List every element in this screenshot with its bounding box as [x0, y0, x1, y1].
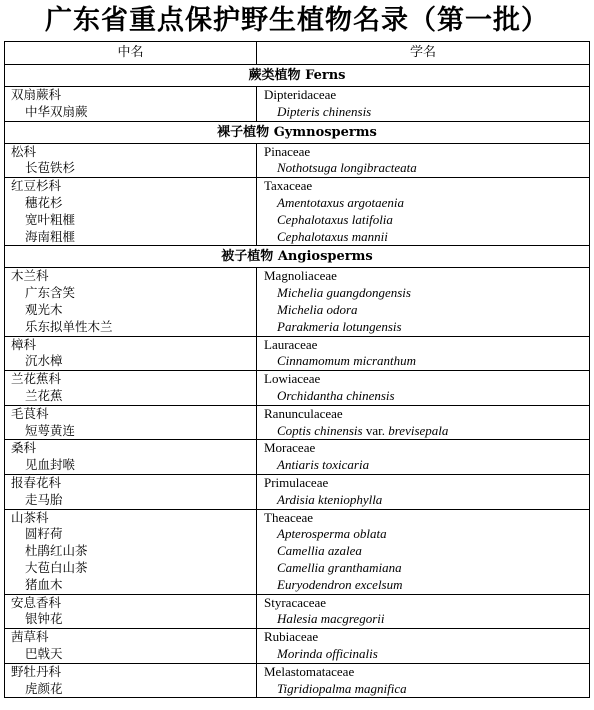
family-name-cn: 双扇蕨科: [11, 87, 62, 102]
species-name-cn: 猪血木: [25, 576, 63, 592]
family-name-cn: 红豆杉科: [11, 178, 62, 194]
family-cell-cn: [5, 509, 257, 594]
family-cell-sci: [257, 474, 590, 509]
family-name-cn: 木兰科: [11, 268, 49, 284]
species-name-sci: Tigridiopalma magnifica: [277, 680, 407, 696]
family-cell-sci: [257, 87, 590, 122]
family-cell-cn: [5, 440, 257, 475]
species-name-sci: Cephalotaxus mannii: [277, 228, 388, 244]
family-cell-cn: [5, 178, 257, 246]
family-name-cn: 松科: [11, 143, 37, 159]
species-name-cn: 虎颜花: [25, 680, 63, 696]
species-name-cn: 杜鹃红山茶: [25, 543, 88, 559]
species-name-sci: Cephalotaxus latifolia: [277, 211, 393, 227]
section-row-ferns: [5, 65, 590, 87]
species-name-sci: Nothotsuga longibracteata: [277, 160, 417, 176]
family-name-cn: 樟科: [11, 336, 37, 352]
species-name-sci: Michelia odora: [277, 301, 358, 317]
species-name-cn: 短萼黄连: [25, 422, 76, 438]
species-name-sci: Morinda officinalis: [277, 645, 378, 661]
species-name-sci: Parakmeria lotungensis: [277, 318, 402, 334]
family-name-cn: 毛茛科: [11, 405, 49, 421]
section-header: [5, 121, 590, 143]
family-name-cn: 山茶科: [11, 509, 49, 525]
family-row: [5, 336, 590, 371]
species-table: [4, 41, 590, 698]
family-name-cn: 野牡丹科: [11, 663, 62, 679]
family-name-sci: Moraceae: [264, 440, 316, 456]
page-title: 广东省重点保护野生植物名录（第一批）: [45, 5, 549, 36]
family-row: [5, 143, 590, 178]
family-name-sci: Magnoliaceae: [264, 268, 337, 284]
species-name-cn: 银钟花: [25, 611, 63, 627]
species-name-sci: Dipteris chinensis: [277, 103, 372, 119]
family-row: [5, 594, 590, 629]
family-name-cn: 桑科: [11, 440, 37, 456]
family-row: [5, 268, 590, 336]
species-name-sci: Camellia azalea: [277, 543, 362, 559]
species-name-sci: Halesia macgregorii: [277, 611, 385, 627]
family-name-sci: Dipteridaceae: [264, 87, 337, 102]
family-cell-sci: [257, 178, 590, 246]
family-cell-sci: [257, 268, 590, 336]
family-name-cn: 茜草科: [11, 629, 49, 645]
section-en: Angiosperms: [277, 249, 373, 265]
section-cn: 蕨类植物: [248, 68, 301, 83]
species-name-sci: Cinnamomum micranthum: [277, 353, 417, 369]
family-cell-sci: [257, 509, 590, 594]
species-name-sci: Orchidantha chinensis: [277, 387, 395, 403]
family-cell-sci: [257, 371, 590, 406]
variety-marker: var.: [362, 422, 389, 438]
family-cell-cn: [5, 87, 257, 122]
family-cell-sci: [257, 143, 590, 178]
family-cell-cn: [5, 594, 257, 629]
family-cell-sci: [257, 663, 590, 698]
family-cell-cn: [5, 629, 257, 664]
species-name-sci: Ardisia kteniophylla: [277, 491, 383, 507]
family-cell-cn: [5, 143, 257, 178]
family-cell-sci: [257, 405, 590, 440]
variety-epithet: brevisepala: [388, 422, 449, 438]
family-cell-cn: [5, 371, 257, 406]
family-row: [5, 178, 590, 246]
family-row: [5, 663, 590, 698]
family-name-cn: 报春花科: [11, 474, 62, 490]
species-name-sci: Euryodendron excelsum: [277, 576, 403, 592]
family-name-sci: Lowiaceae: [264, 371, 321, 387]
section-en: Ferns: [305, 68, 346, 83]
family-row: [5, 371, 590, 406]
section-en: Gymnosperms: [273, 124, 377, 140]
family-name-sci: Primulaceae: [264, 474, 329, 490]
section-row-angiosperms: [5, 246, 590, 268]
header-scientific-name: 学名: [257, 42, 590, 65]
family-name-sci: Styracaceae: [264, 594, 327, 610]
species-name-sci: Amentotaxus argotaenia: [277, 194, 404, 210]
section-header: [5, 65, 590, 87]
species-name-cn: 宽叶粗榧: [25, 211, 76, 227]
species-name-sci: Michelia guangdongensis: [277, 285, 411, 301]
species-binomial: Coptis chinensis: [277, 422, 363, 438]
family-name-sci: Theaceae: [264, 509, 314, 525]
section-header: [5, 246, 590, 268]
family-cell-sci: [257, 629, 590, 664]
species-name-sci: Camellia granthamiana: [277, 559, 402, 575]
species-name-cn: 见血封喉: [25, 457, 76, 473]
section-cn: 裸子植物: [217, 124, 270, 140]
family-cell-cn: [5, 474, 257, 509]
family-row: [5, 405, 590, 440]
family-cell-sci: [257, 594, 590, 629]
species-name-cn: 乐东拟单性木兰: [25, 318, 113, 334]
species-name-cn: 穗花杉: [25, 194, 63, 210]
family-row: [5, 474, 590, 509]
family-name-sci: Lauraceae: [264, 336, 318, 352]
family-name-sci: Pinaceae: [264, 143, 311, 159]
species-name-cn: 圆籽荷: [25, 526, 63, 542]
family-row: [5, 440, 590, 475]
species-name-cn: 沉水樟: [25, 353, 63, 369]
table-header-row: [5, 42, 590, 65]
family-cell-sci: [257, 440, 590, 475]
family-row: [5, 509, 590, 594]
species-name-cn: 兰花蕉: [25, 387, 63, 403]
species-name-cn: 大苞白山茶: [25, 559, 88, 575]
section-row-gymnosperms: [5, 121, 590, 143]
species-name-cn: 海南粗榧: [25, 228, 76, 244]
family-name-cn: 安息香科: [11, 594, 62, 610]
family-name-sci: Melastomataceae: [264, 663, 355, 679]
species-name-sci: Antiaris toxicaria: [277, 457, 370, 473]
section-cn: 被子植物: [221, 249, 274, 265]
species-name-sci: [257, 423, 589, 440]
family-cell-cn: [5, 405, 257, 440]
family-name-sci: Ranunculaceae: [264, 405, 343, 421]
family-name-cn: 兰花蕉科: [11, 371, 62, 387]
species-name-cn: 广东含笑: [25, 285, 76, 301]
species-name-cn: 观光木: [25, 301, 63, 317]
header-chinese-name: 中名: [5, 42, 257, 65]
family-cell-sci: [257, 336, 590, 371]
species-name-cn: 走马胎: [25, 491, 63, 507]
species-name-sci: Apterosperma oblata: [277, 526, 387, 542]
family-cell-cn: [5, 268, 257, 336]
family-cell-cn: [5, 663, 257, 698]
family-cell-cn: [5, 336, 257, 371]
family-row: [5, 87, 590, 122]
family-row: [5, 629, 590, 664]
family-name-sci: Taxaceae: [264, 178, 313, 194]
species-name-cn: 巴戟天: [25, 645, 63, 661]
family-name-sci: Rubiaceae: [264, 629, 319, 645]
species-name-cn: 中华双扇蕨: [25, 103, 88, 119]
species-name-cn: 长苞铁杉: [25, 160, 76, 176]
